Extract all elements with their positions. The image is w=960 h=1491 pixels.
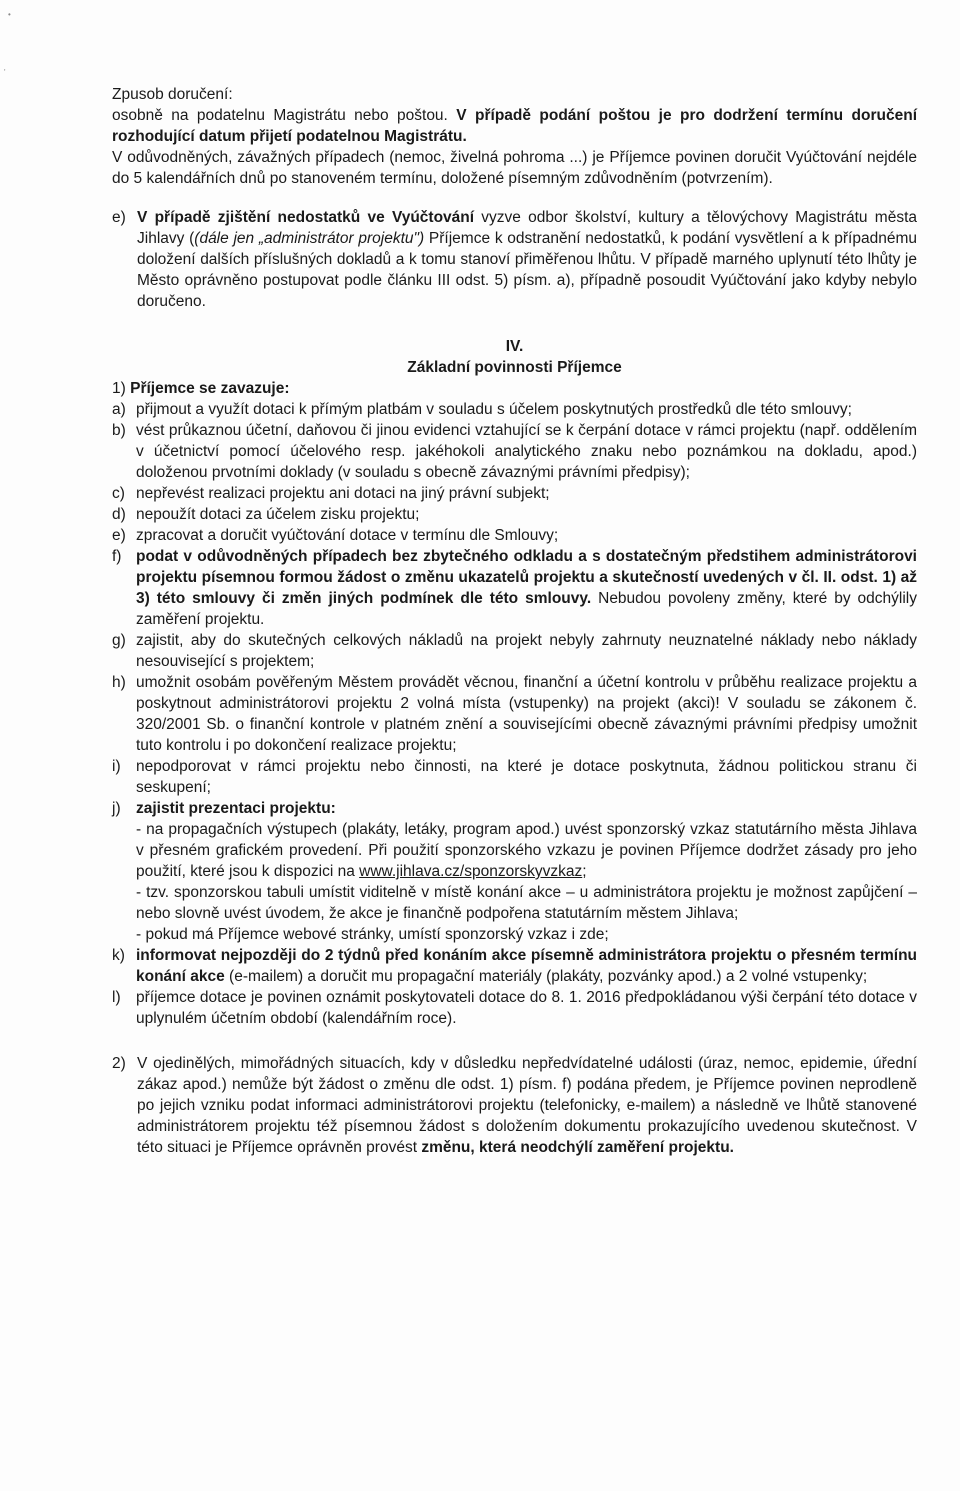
sponsor-dash-2: - tzv. sponzorskou tabuli umístit viditelně v místě konání akce – u administrátora projektu je možnost zapůjčení – nebo slovně uvést úvodem, že akce je finančně podpořena statutárním městem Jihlava; <box>136 884 917 922</box>
sponsor-dash-1: - na propagačních výstupech (plakáty, letáky, program apod.) uvést sponzorský vzkaz statutárního města Jihlava v přesném grafickém provedení. Při použití sponzorského vzkazu je povinen Příjemce dodržet zásady pro jeho použití, které jsou k dispozici na www.jihlava.cz/sponzorskyvzkaz; <box>136 821 917 880</box>
list-item: d) nepoužít dotaci za účelem zisku projektu; <box>112 506 420 523</box>
list-item: e) zpracovat a doručit vyúčtování dotace v termínu dle Smlouvy; <box>112 527 559 544</box>
point1-label: Příjemce se zavazuje: <box>130 380 290 397</box>
point2-text: V ojedinělých, mimořádných situacích, kdy v důsledku nepředvídatelné události (úraz, nemoc, epidemie, úřední zákaz apod.) nemůže být žádost o změnu dle odst. 1) písm. f) podána předem, je Příjemce povinen neprodleně po jejich vzniku podat informaci administrátorovi projektu (telefonicky, e-mailem) a následně ve lhůtě stanovené administrátorem projektu též písemnou žádost s doložením dokumentu prokazujícího uvedenou skutečnost. V této situaci je Příjemce oprávněn provést <box>137 1055 917 1156</box>
list-item-k: k) informovat nejpozději do 2 týdnů před konáním akce písemně administrátora projektu o přesném termínu konání akce (e-mailem) a doručit mu propagační materiály (plakáty, pozvánky apod.) a 2 volné vstupenky; <box>112 947 917 985</box>
section-e-text2: Příjemce k odstranění nedostatků, k podání vysvětlení a k případnému doložení dalších příslušných dokladů a k tomu stanoví přiměřenou lhůtu. V případě marného uplynutí této lhůty je Město oprávněno postupovat podle článku III odst. 5) písm. a), případně posoudit Vyúčtování jako kdyby nebylo doručeno. <box>137 230 918 310</box>
point2-bold: změnu, která neodchýlí zaměření projektu. <box>421 1139 734 1156</box>
delivery-paragraph <box>112 105 917 147</box>
list-item-l: l) příjemce dotace je povinen oznámit poskytovateli dotace do 8. 1. 2016 předpokládanou výši čerpání této dotace v uplynulém účetním období (kalendářním roce). <box>112 989 917 1027</box>
scan-speck: ' <box>4 68 6 77</box>
document-body <box>112 84 917 1158</box>
sponsor-dash-3: - pokud má Příjemce webové stránky, umístí sponzorský vzkaz i zde; <box>136 926 609 943</box>
section-e <box>112 207 917 312</box>
delivery-bold: V případě podání poštou je pro dodržení termínu doručení rozhodující datum přijetí podatelnou Magistrátu. <box>112 107 918 145</box>
delivery-title: Zpusob doručení: <box>112 86 233 103</box>
list-item: b) vést průkaznou účetní, daňovou či jinou evidenci vztahující se k čerpání dotace v rámci projektu (např. oddělením v účetnictví pomocí účelového resp. jakéhokoli analytického znaku nebo poznámkou na dokladu, apod.) doloženou prvotními doklady (v souladu s obecně závaznými právními předpisy); <box>112 422 917 481</box>
scan-speck: • <box>8 10 11 19</box>
list-item-g: g) zajistit, aby do skutečných celkových nákladů na projekt nebyly zahrnuty neuznatelné náklady nebo náklady nesouvisející s projektem; <box>112 632 917 670</box>
section-e-marker: e) <box>112 209 126 226</box>
delivery-plain: osobně na podatelnu Magistrátu nebo poštou. <box>112 107 448 124</box>
section-e-bold: V případě zjištění nedostatků ve Vyúčtování <box>137 209 475 226</box>
delivery-justified: V odůvodněných, závažných případech (nemoc, živelná pohroma ...) je Příjemce povinen doručit Vyúčtování nejdéle do 5 kalendářních dnů po stanoveném termínu, doložené písemným zdůvodněním (potvrzením). <box>112 149 917 187</box>
list-item-j: j) zajistit prezentaci projektu: - na propagačních výstupech (plakáty, letáky, program apod.) uvést sponzorský vzkaz statutárního města Jihlava v přesném grafickém provedení. Při použití sponzorského vzkazu je povinen Příjemce dodržet zásady pro jeho použití, které jsou k dispozici na www.jihlava.cz/sponzorskyvzkaz; - tzv. sponzorskou tabuli umístit viditelně v místě konání akce – u administrátora projektu je možnost zapůjčení – nebo slovně uvést úvodem, že akce je finančně podpořena statutárním městem Jihlava; - pokud má Příjemce webové stránky, umístí sponzorský vzkaz i zde; <box>112 800 917 943</box>
list-item-f: f) podat v odůvodněných případech bez zbytečného odkladu a s dostatečným předstihem administrátorovi projektu písemnou formou žádost o změnu ukazatelů projektu a skutečností uvedených v čl. II. odst. 1) až 3) této smlouvy či změn jiných podmínek dle této smlouvy. Nebudou povoleny změny, které by odchýlily zaměření projektu. <box>112 548 917 628</box>
list-item-i: i) nepodporovat v rámci projektu nebo činnosti, na které je dotace poskytnuta, žádnou politickou stranu či seskupení; <box>112 758 917 796</box>
section-e-italic: (dále jen „administrátor projektu") <box>194 230 425 247</box>
list-item-h: h) umožnit osobám pověřeným Městem provádět věcnou, finanční a účetní kontrolu v průběhu realizace projektu a poskytnout administrátorovi projektu 2 volná místa (vstupenky) na projekt (akci)! V souladu se zákonem č. 320/2001 Sb. o finanční kontrole v platném znění a souvisejícími obecně závaznými právními předpisy umožnit tuto kontrolu i po dokončení realizace projektu; <box>112 674 917 754</box>
section-number: IV. <box>505 338 524 355</box>
sponsor-link[interactable]: www.jihlava.cz/sponzorskyvzkaz <box>359 863 583 880</box>
section-e-text1: vyzve odbor školství, kultury a tělovýchovy Magistrátu města Jihlavy ( <box>137 209 917 247</box>
point2-marker: 2) <box>112 1055 126 1072</box>
point1-marker: 1) <box>112 380 126 397</box>
list-item: a) přijmout a využít dotaci k přímým platbám v souladu s účelem poskytnutých prostředků dle této smlouvy; <box>112 401 852 418</box>
point2 <box>112 1053 917 1158</box>
point1-label-line <box>112 378 917 399</box>
section-title: Základní povinnosti Příjemce <box>407 359 622 376</box>
list-item: c) nepřevést realizaci projektu ani dotaci na jiný právní subjekt; <box>112 485 550 502</box>
